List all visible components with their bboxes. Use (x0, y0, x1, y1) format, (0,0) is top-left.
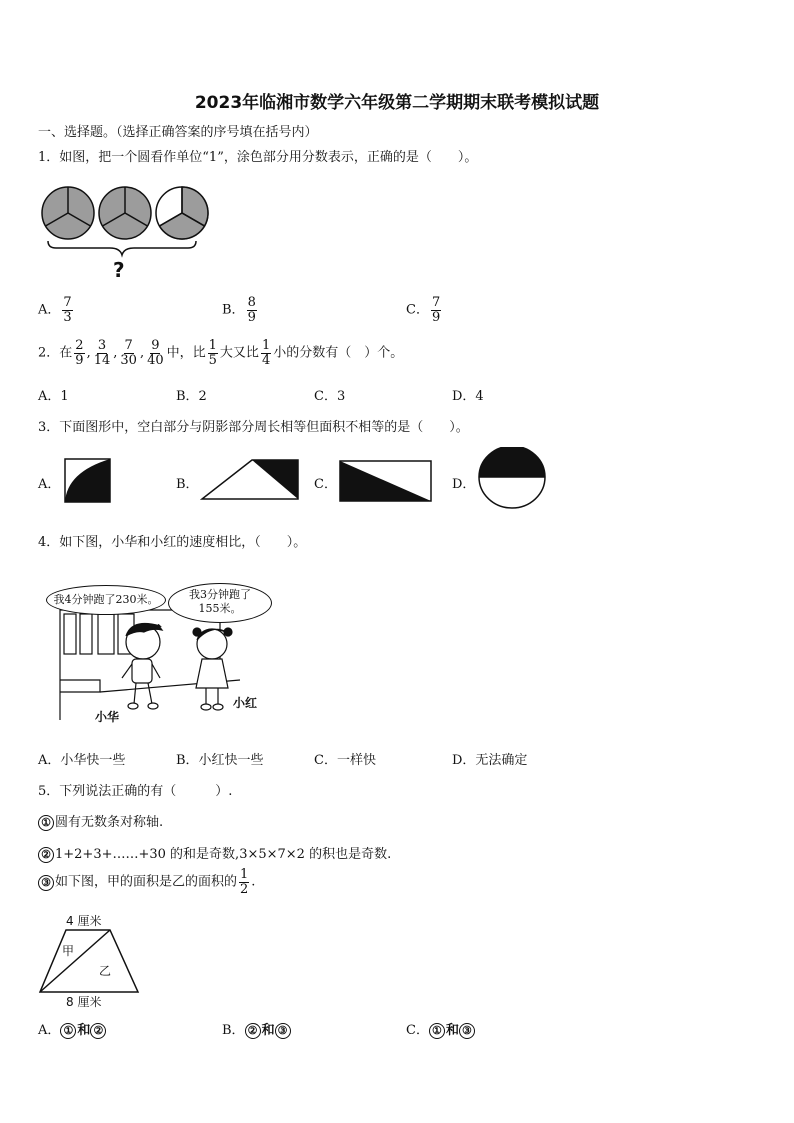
speech-bubble-xiaohong: 我3分钟跑了 155米。 (168, 583, 272, 623)
question-5-option-a[interactable]: A． ① 和 ② (38, 1019, 107, 1039)
page-title: 2023年临湘市数学六年级第二学期期末联考模拟试题 (194, 93, 600, 113)
trapezoid-figure (38, 928, 142, 996)
trapezoid-bottom-length: 8 厘米 (66, 995, 102, 1009)
question-2-text: 2．在 $\frac{2}{9}$ , $\frac{3}{14}$ , $\frac{7}{30}$ , $\frac{9}{40}$ 中，比 $\frac{1}{5}$ 大又比 $\frac{1}{4}$ 小的分数有（ ）个。 (38, 338, 404, 368)
question-4-option-d[interactable]: D．无法确定 (452, 753, 528, 768)
circled-number-2: ② (38, 847, 54, 863)
question-3-text: 3．下面图形中，空白部分与阴影部分周长相等但面积不相等的是（ ）。 (38, 420, 469, 435)
question-1-option-b[interactable]: B． $\frac{8}{9}$ (222, 295, 256, 325)
question-1-text: 1．如图，把一个圆看作单位“1”，涂色部分用分数表示，正确的是（ ）。 (38, 150, 478, 165)
question-3-option-c-label[interactable]: C． (314, 477, 337, 492)
trapezoid-label-yi: 乙 (99, 964, 112, 978)
question-5-option-c[interactable]: C． ① 和 ③ (406, 1019, 476, 1039)
question-1-circles-figure (40, 183, 215, 283)
question-4-option-b[interactable]: B．小红快一些 (176, 753, 264, 768)
statement-3: ③ 如下图，甲的面积是乙的面积的 $\frac{1}{2}$ . (38, 868, 255, 896)
question-2-option-a[interactable]: A．1 (38, 389, 69, 404)
speech-bubble-xiaohua: 我4分钟跑了230米。 (46, 585, 166, 615)
trapezoid-top-length: 4 厘米 (66, 914, 102, 928)
question-3-shape-c (338, 459, 433, 503)
question-5-text: 5．下列说法正确的有（ ）. (38, 784, 233, 799)
statement-2: ② 1+2+3+……+30 的和是奇数,3×5×7×2 的积也是奇数. (38, 843, 391, 863)
question-1-option-a[interactable]: A． $\frac{7}{3}$ (38, 295, 72, 325)
question-3-option-d-label[interactable]: D． (452, 477, 476, 492)
circled-number-1: ① (38, 815, 54, 831)
question-1-question-mark: ? (113, 258, 125, 282)
question-2-option-c[interactable]: C．3 (314, 389, 346, 404)
name-label-xiaohua: 小华 (95, 710, 120, 724)
question-4-option-c[interactable]: C．一样快 (314, 753, 376, 768)
question-4-text: 4．如下图，小华和小红的速度相比，（ ）。 (38, 535, 307, 550)
question-3-shape-d (476, 447, 548, 513)
section-heading: 一、选择题。（选择正确答案的序号填在括号内） (38, 125, 318, 140)
question-2-option-b[interactable]: B．2 (176, 389, 207, 404)
question-3-shape-a (64, 458, 112, 504)
trapezoid-label-jia: 甲 (62, 944, 75, 958)
question-3-option-a-label[interactable]: A． (38, 477, 61, 492)
name-label-xiaohong: 小红 (233, 696, 258, 710)
question-1-option-c[interactable]: C． $\frac{7}{9}$ (406, 295, 441, 325)
question-3-option-b-label[interactable]: B． (176, 477, 199, 492)
question-5-option-b[interactable]: B． ② 和 ③ (222, 1019, 292, 1039)
question-4-option-a[interactable]: A．小华快一些 (38, 753, 126, 768)
question-3-shape-b (200, 458, 300, 502)
statement-1: ① 圆有无数条对称轴. (38, 811, 163, 831)
circled-number-3: ③ (38, 875, 54, 891)
question-2-option-d[interactable]: D．4 (452, 389, 484, 404)
